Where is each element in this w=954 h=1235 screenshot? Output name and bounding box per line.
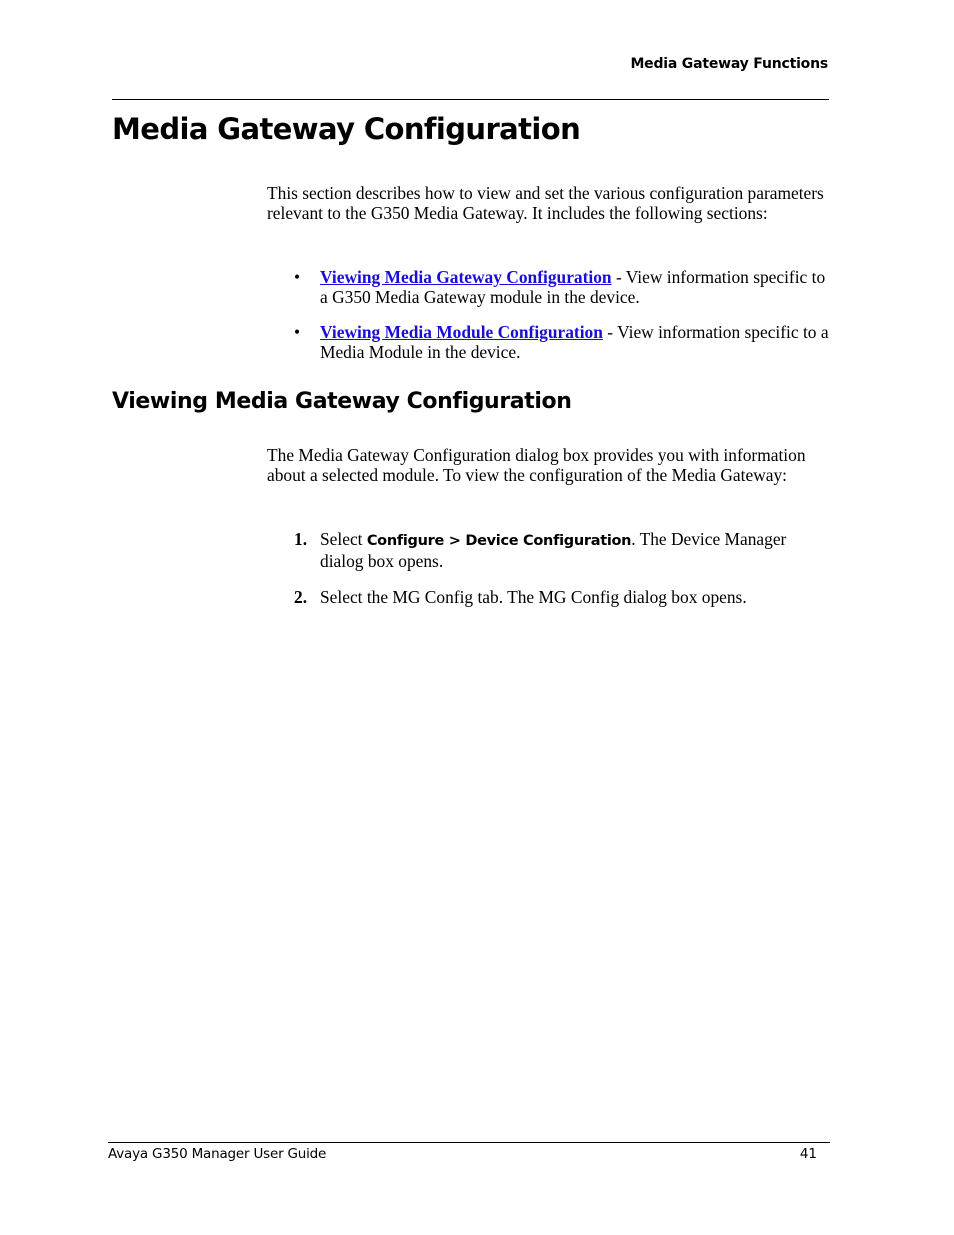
step-text: . The Device Manager dialog box opens.: [320, 529, 787, 571]
bullet-icon: •: [294, 322, 301, 342]
running-header: Media Gateway Functions: [630, 56, 828, 72]
footer-rule: [108, 1142, 830, 1143]
list-item-description: - View information specific to a G350 Media Gateway module in the device.: [320, 267, 826, 307]
footer-guide-title: Avaya G350 Manager User Guide: [108, 1146, 327, 1162]
step-text: Select the MG Config tab. The MG Config dialog box opens.: [320, 587, 747, 607]
section-heading: Viewing Media Gateway Configuration: [112, 389, 572, 414]
section-intro-paragraph: The Media Gateway Configuration dialog box provides you with information about a selected module. To view the configuration of the Media Gateway:: [267, 445, 806, 485]
section-list: [267, 267, 832, 362]
step-number: 1.: [294, 529, 308, 549]
intro-paragraph: This section describes how to view and set the various configuration parameters relevant to the G350 Media Gateway. It includes the following sections:: [267, 183, 824, 223]
link-viewing-media-gateway-configuration[interactable]: Viewing Media Gateway Configuration: [320, 267, 612, 287]
bullet-icon: •: [294, 267, 301, 287]
procedure-steps: [267, 529, 832, 607]
link-viewing-media-module-configuration[interactable]: Viewing Media Module Configuration: [320, 322, 603, 342]
step-item: [267, 587, 832, 607]
menu-path: Configure > Device Configuration: [366, 533, 632, 549]
step-number: 2.: [294, 587, 308, 607]
header-rule: [112, 99, 829, 100]
list-item: [267, 267, 832, 307]
step-text: Select: [320, 529, 367, 549]
page-title: Media Gateway Configuration: [112, 112, 581, 146]
list-item-description: - View information specific to a Media Module in the device.: [320, 322, 829, 362]
page-number: 41: [799, 1146, 817, 1162]
step-item: [267, 529, 832, 571]
list-item: [267, 322, 832, 362]
